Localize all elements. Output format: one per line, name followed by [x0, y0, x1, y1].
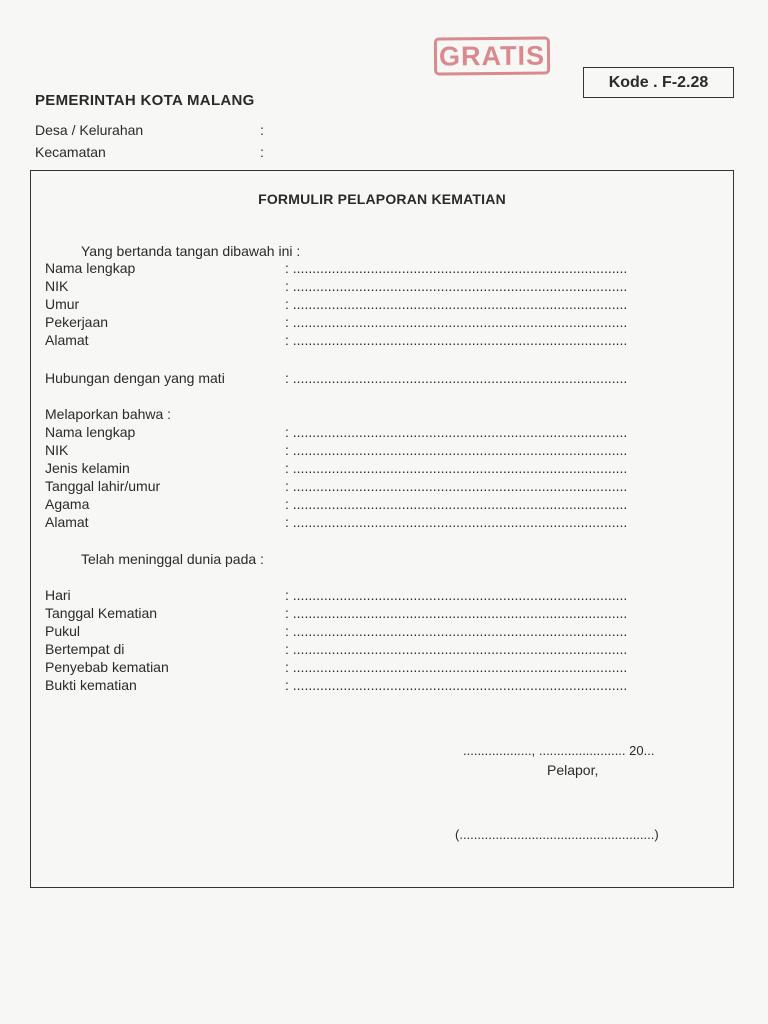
reporter-row-alamat	[45, 332, 685, 350]
header-field-colon: :	[260, 122, 264, 138]
field-blank: : ......................................................................................	[285, 442, 628, 458]
form-box	[30, 170, 734, 888]
field-label: Bukti kematian	[45, 677, 137, 693]
field-label: Tanggal lahir/umur	[45, 478, 161, 494]
reporter-label: Pelapor,	[547, 762, 599, 778]
field-blank: : ......................................................................................	[285, 514, 628, 530]
field-blank: : ......................................................................................	[285, 587, 628, 603]
field-label: NIK	[45, 278, 69, 294]
field-label: Nama lengkap	[45, 260, 136, 276]
section-reporter-intro: Yang bertanda tangan dibawah ini :	[81, 243, 301, 259]
field-blank: : ......................................................................................	[285, 659, 628, 675]
death-row-tempat	[45, 641, 685, 659]
deceased-row-jenis-kelamin	[45, 460, 685, 478]
field-blank: : ......................................................................................	[285, 496, 628, 512]
death-row-penyebab	[45, 659, 685, 677]
field-label: Nama lengkap	[45, 424, 136, 440]
form-code-box: Kode . F-2.28	[583, 67, 734, 98]
section-death-intro: Telah meninggal dunia pada :	[81, 551, 264, 567]
field-blank: : ......................................................................................	[285, 605, 628, 621]
place-date-line: ..................., ........................ 20...	[463, 743, 655, 758]
reporter-row-umur	[45, 296, 685, 314]
field-label: Pekerjaan	[45, 314, 109, 330]
form-title: FORMULIR PELAPORAN KEMATIAN	[258, 191, 506, 207]
field-label: Hubungan dengan yang mati	[45, 370, 225, 386]
header-field-desa	[35, 122, 264, 138]
death-row-hari	[45, 587, 685, 605]
header-field-label: Desa / Kelurahan	[35, 122, 144, 138]
death-row-tanggal	[45, 605, 685, 623]
field-blank: : ......................................................................................	[285, 424, 628, 440]
deceased-row-tanggal-lahir	[45, 478, 685, 496]
deceased-row-nama	[45, 424, 685, 442]
field-label: Penyebab kematian	[45, 659, 169, 675]
field-label: Pukul	[45, 623, 81, 639]
field-blank: : ......................................................................................	[285, 260, 628, 276]
field-label: Alamat	[45, 332, 89, 348]
field-blank: : ......................................................................................	[285, 370, 628, 386]
header-field-label: Kecamatan	[35, 144, 106, 160]
relation-row	[45, 370, 685, 388]
signature-line: (......................................................)	[455, 827, 659, 842]
reporter-row-nama	[45, 260, 685, 278]
field-label: Alamat	[45, 514, 89, 530]
field-label: Jenis kelamin	[45, 460, 130, 476]
field-label: Bertempat di	[45, 641, 125, 657]
field-blank: : ......................................................................................	[285, 623, 628, 639]
field-blank: : ......................................................................................	[285, 677, 628, 693]
header-field-kecamatan	[35, 144, 264, 160]
deceased-row-agama	[45, 496, 685, 514]
death-row-pukul	[45, 623, 685, 641]
government-heading: PEMERINTAH KOTA MALANG	[35, 92, 255, 109]
field-label: Tanggal Kematian	[45, 605, 158, 621]
field-blank: : ......................................................................................	[285, 460, 628, 476]
death-row-bukti	[45, 677, 685, 695]
field-label: Hari	[45, 587, 71, 603]
field-label: NIK	[45, 442, 69, 458]
deceased-row-alamat	[45, 514, 685, 532]
field-blank: : ......................................................................................	[285, 641, 628, 657]
field-label: Umur	[45, 296, 80, 312]
reporter-row-nik	[45, 278, 685, 296]
gratis-stamp: GRATIS	[434, 36, 550, 75]
reporter-row-pekerjaan	[45, 314, 685, 332]
field-blank: : ......................................................................................	[285, 296, 628, 312]
deceased-row-nik	[45, 442, 685, 460]
header-field-colon: :	[260, 144, 264, 160]
field-blank: : ......................................................................................	[285, 332, 628, 348]
field-blank: : ......................................................................................	[285, 278, 628, 294]
field-label: Agama	[45, 496, 90, 512]
field-blank: : ......................................................................................	[285, 314, 628, 330]
field-blank: : ......................................................................................	[285, 478, 628, 494]
section-deceased-intro: Melaporkan bahwa :	[45, 406, 172, 422]
